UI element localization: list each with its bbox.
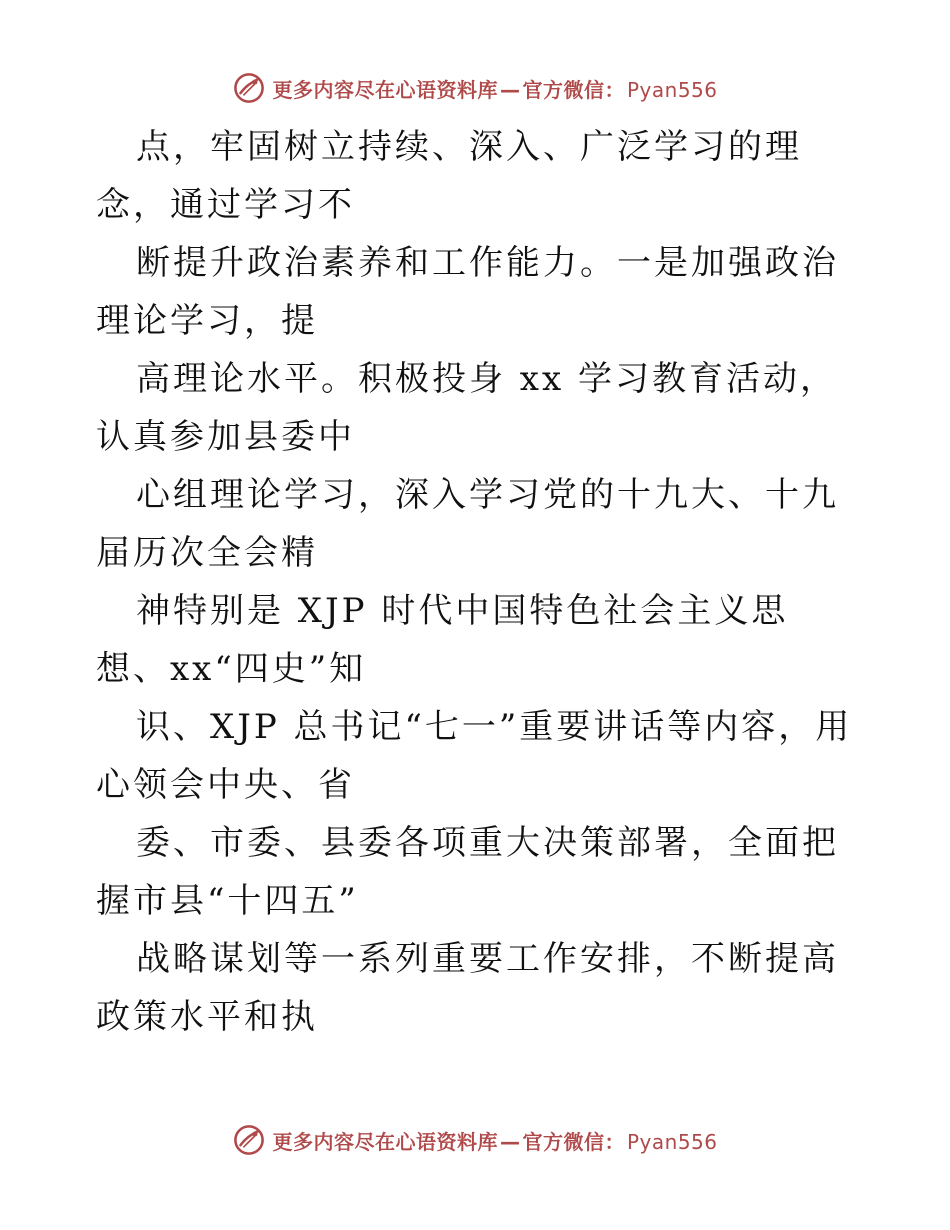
banner-text bbox=[272, 1126, 717, 1155]
banner-separator: — bbox=[499, 1129, 521, 1154]
footer-watermark-banner bbox=[0, 1118, 950, 1162]
paragraph-line-7 bbox=[96, 814, 856, 930]
line-text: 识、XJP 总书记“七一”重要讲话等内容，用心领会中央、省 bbox=[96, 707, 853, 805]
line-text: 断提升政治素养和工作能力。一是加强政治理论学习，提 bbox=[96, 243, 839, 341]
line-text: 战略谋划等一系列重要工作安排，不断提高政策水平和执 bbox=[96, 939, 839, 1037]
banner-wechat-id: Pyan556 bbox=[626, 77, 718, 102]
line-text: 高理论水平。积极投身 xx 学习教育活动，认真参加县委中 bbox=[96, 359, 837, 457]
paragraph-line-4 bbox=[96, 466, 856, 582]
banner-separator: — bbox=[499, 77, 521, 102]
banner-wechat-label: 官方微信： bbox=[522, 1129, 625, 1154]
paragraph-line-5 bbox=[96, 582, 856, 698]
header-watermark-banner bbox=[0, 66, 950, 110]
line-text: 委、市委、县委各项重大决策部署，全面把握市县“十四五” bbox=[96, 823, 839, 921]
pen-logo-icon bbox=[232, 1123, 266, 1157]
banner-text bbox=[272, 74, 717, 103]
paragraph-line-8 bbox=[96, 930, 856, 1046]
line-text: 心组理论学习，深入学习党的十九大、十九届历次全会精 bbox=[96, 475, 839, 573]
line-text: 点，牢固树立持续、深入、广泛学习的理念，通过学习不 bbox=[96, 127, 802, 225]
pen-logo-icon bbox=[232, 71, 266, 105]
banner-wechat-id: Pyan556 bbox=[626, 1129, 718, 1154]
banner-wechat-label: 官方微信： bbox=[522, 77, 625, 102]
paragraph-line-2 bbox=[96, 234, 856, 350]
banner-title: 更多内容尽在心语资料库 bbox=[272, 77, 498, 102]
document-body bbox=[96, 118, 856, 1046]
paragraph-line-6 bbox=[96, 698, 856, 814]
line-text: 神特别是 XJP 时代中国特色社会主义思想、xx“四史”知 bbox=[96, 591, 789, 689]
paragraph-line-1 bbox=[96, 118, 856, 234]
paragraph-line-3 bbox=[96, 350, 856, 466]
banner-title: 更多内容尽在心语资料库 bbox=[272, 1129, 498, 1154]
